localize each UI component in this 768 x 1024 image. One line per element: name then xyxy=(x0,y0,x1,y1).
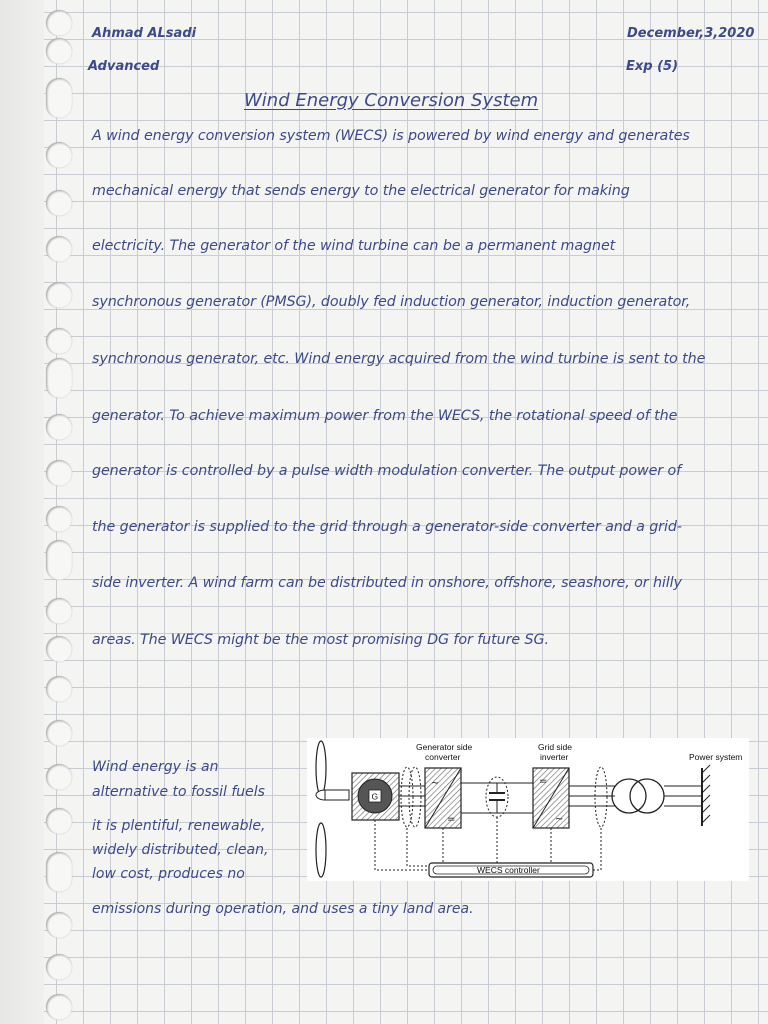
paragraph-line: electricity. The generator of the wind turbine can be a permanent magnet xyxy=(92,238,616,254)
wecs-diagram-svg xyxy=(307,738,749,881)
svg-text:=: = xyxy=(447,814,456,825)
svg-text:~: ~ xyxy=(555,814,564,825)
inverter-label: inverter xyxy=(540,752,569,762)
side-note-line: alternative to fossil fuels xyxy=(92,784,265,800)
author-name: Ahmad ALsadi xyxy=(92,26,197,41)
binder-hole xyxy=(46,506,72,532)
power-system-icon xyxy=(702,765,710,826)
binder-hole xyxy=(46,676,72,702)
measurement-point-icon xyxy=(595,767,607,827)
converter-label: converter xyxy=(425,752,461,762)
page-title: Wind Energy Conversion System xyxy=(244,90,539,111)
binder-hole xyxy=(46,764,72,790)
binder-hole xyxy=(46,720,72,746)
controller-label: WECS controller xyxy=(477,865,540,875)
paragraph-line: generator is controlled by a pulse width modulation converter. The output power of xyxy=(92,463,682,479)
experiment-number: Exp (5) xyxy=(626,59,679,74)
side-note-line: widely distributed, clean, xyxy=(92,842,269,858)
paragraph-line: the generator is supplied to the grid through a generator-side converter and a grid- xyxy=(92,519,682,535)
binder-hole xyxy=(46,598,72,624)
power-system-label: Power system xyxy=(689,752,743,762)
paragraph-line: generator. To achieve maximum power from the WECS, the rotational speed of the xyxy=(92,408,678,424)
side-note-line: Wind energy is an xyxy=(92,759,219,775)
date-text: December,3,2020 xyxy=(627,26,755,41)
generator-side-converter xyxy=(425,768,461,828)
generator-side-label: Generator side xyxy=(416,742,473,752)
generator-symbol: G xyxy=(371,791,379,802)
binder-hole xyxy=(46,636,72,662)
binder-hole xyxy=(46,142,72,168)
binder-hole xyxy=(46,38,72,64)
side-note-line: low cost, produces no xyxy=(92,866,245,882)
side-note-line: emissions during operation, and uses a tiny land area. xyxy=(92,901,474,917)
side-note-line: it is plentiful, renewable, xyxy=(92,818,266,834)
binder-hole xyxy=(46,78,72,118)
binder-hole xyxy=(46,540,72,580)
paragraph-line: synchronous generator (PMSG), doubly fed induction generator, induction generator, xyxy=(92,294,691,310)
paragraph-line: synchronous generator, etc. Wind energy acquired from the wind turbine is sent to the xyxy=(92,351,706,367)
binder-hole xyxy=(46,190,72,216)
grid-side-label: Grid side xyxy=(538,742,573,752)
binder-hole xyxy=(46,994,72,1020)
binder-hole xyxy=(46,282,72,308)
wecs-controller xyxy=(429,863,593,877)
binder-hole xyxy=(46,852,72,892)
level-text: Advanced xyxy=(88,59,160,74)
binder-hole xyxy=(46,328,72,354)
binding-margin xyxy=(0,0,44,1024)
binder-hole xyxy=(46,954,72,980)
paragraph-line: side inverter. A wind farm can be distributed in onshore, offshore, seashore, or hilly xyxy=(92,575,682,591)
generator-icon xyxy=(352,773,399,820)
binder-hole xyxy=(46,358,72,398)
binder-hole xyxy=(46,10,72,36)
binder-hole xyxy=(46,460,72,486)
binder-hole xyxy=(46,808,72,834)
svg-text:=: = xyxy=(539,776,548,787)
paragraph-line: areas. The WECS might be the most promising DG for future SG. xyxy=(92,632,549,648)
svg-text:~: ~ xyxy=(431,778,440,789)
wecs-diagram xyxy=(307,738,749,881)
grid-side-inverter xyxy=(533,768,569,828)
paragraph-line: mechanical energy that sends energy to the electrical generator for making xyxy=(92,183,630,199)
binder-hole xyxy=(46,912,72,938)
transformer-icon xyxy=(612,779,664,813)
paragraph-line: A wind energy conversion system (WECS) is powered by wind energy and generates xyxy=(92,128,690,144)
binder-hole xyxy=(46,414,72,440)
binder-hole xyxy=(46,236,72,262)
wind-turbine-icon xyxy=(316,741,349,877)
